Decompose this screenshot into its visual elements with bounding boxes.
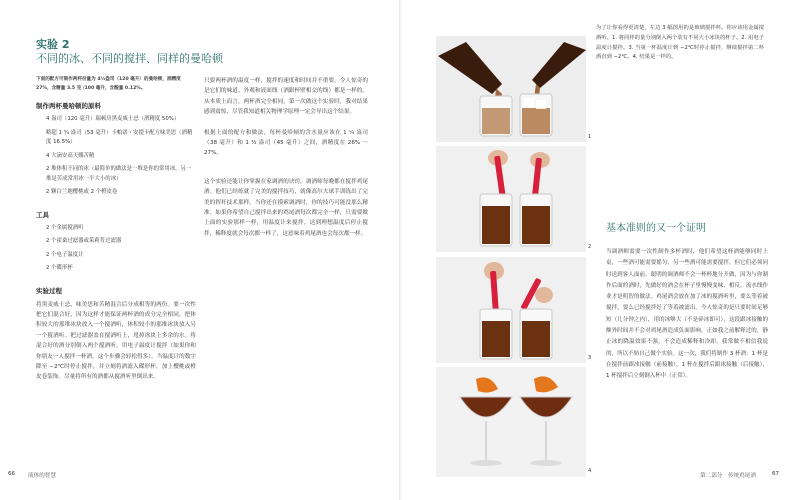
thermometer-illustration bbox=[436, 257, 586, 363]
results-paragraph: 只要两杯酒的温度一样，搅拌的速度和时间并不重要。令人惊奇的是它们的味道、外观和液面线（酒跟杯壁相交的线）都是一样的。从本质上而言，两杯酒完全相同。第一次做这个实验时，我对结果感到震惊，尽管我知道相关物理学原理一定会导出这个结果。 bbox=[204, 78, 368, 116]
photo-pouring bbox=[436, 36, 586, 142]
ingredient-item: 略超 1 ³⁄₄ 盎司（53 毫升）卡帕诺・安提卡配方味美思（酒精度 16.5%） bbox=[46, 129, 193, 145]
left-page-number: 66 bbox=[8, 471, 16, 477]
tool-item: 2 个霍桑过滤器或茱莉普过滤器 bbox=[46, 238, 122, 244]
photo-number: 2 bbox=[588, 244, 592, 250]
pouring-illustration bbox=[436, 36, 586, 142]
section-body: 当调酒师需要一次性制作多杯酒时，他们希望这杯酒能够同时上桌，一些酒可能需要摇匀，另一些酒可能需要搅拌，但它们必须同时送到客人面前。聪明的调酒师不会一杯杯地分开做，因为与你制作后面的酒时，先做好的酒会在杯子里慢慢变味、相反，流水线作业才是明智的做法。鸡尾酒会放在加了冰的搅酒听里，要么等着被搅拌，要么已经搅拌好了等着被滤出。今人惊奇的是只要时间足够短（几分钟之内），用的冰够大（不是碎冰即可），这段跟冰接触的额外时间并不会对鸡尾酒造成负面影响。正如我之前解释过的，静止冰的降温效果不强，不会造成稀释和冷却。我常做不相信我说的，所以不妨自己做个实验。这一次，我们将制作 3 杯酒：1 杯是在搅拌前跟冰接触（前接触），1 杯在搅拌后跟冰接触（后接触），1 杯搅拌后立刻倒入杯中（正常）。 bbox=[606, 249, 768, 380]
photo-number: 1 bbox=[588, 134, 592, 140]
photo-number: 4 bbox=[588, 468, 592, 474]
right-running-title: 第二部分 传统鸡尾酒 bbox=[700, 473, 756, 479]
coupe-illustration bbox=[436, 367, 586, 477]
ingredients-heading: 制作两杯曼哈顿的原料 bbox=[36, 102, 101, 110]
right-page bbox=[400, 0, 800, 500]
ingredient-item: 4 大滴安高天娜苦精 bbox=[46, 152, 95, 159]
photo-number: 3 bbox=[588, 355, 592, 361]
section-heading: 基本准则的又一个证明 bbox=[606, 223, 706, 234]
left-column-1 bbox=[36, 76, 196, 383]
tool-item: 2 个金属搅酒听 bbox=[46, 224, 84, 231]
tool-item: 2 个碟形杯 bbox=[46, 265, 73, 271]
stirring-illustration bbox=[436, 146, 586, 252]
tools-heading: 工具 bbox=[36, 210, 49, 219]
ingredients-list bbox=[36, 115, 196, 198]
experiment-label: 实验 2 bbox=[36, 38, 70, 51]
left-column-2 bbox=[204, 76, 368, 239]
tools-list bbox=[36, 224, 196, 274]
process-text: 将黑麦威士忌、味美思和苦精混合后分成相等的两份。要一次性把它们混合好，因为这样才能保证两杯酒的成分完全相同。把体积较大的那堆冰块放入一个搅酒听，体积较小的那堆冰块放入另一个搅酒听。把过滤器盖在搅酒听上，甩掉冰块上多余的水。将混合好的酒分别倒入两个搅酒听，用电子温度计搅拌（如果你和你朋友一人搅拌一杯酒，这个步骤会轻松得多）。当温度计的数字降至 −2℃时停止搅拌，并立刻将酒滤入碟形杯，加上樱桃或橙皮卷装饰。尽量将所有的酒都从搅酒听里倒出来。 bbox=[36, 301, 196, 381]
ingredient-item: 4 盎司（120 毫升）瑞顿房黑麦威士忌（酒精度 50%） bbox=[46, 116, 180, 122]
photo-caption: 为了让你看得更清楚，左边 3 幅图用的是玻璃搅拌杯。你应该用金属搅酒听。1. 将同样的量分别倒入两个装有不同大小冰块的杯子。2. 用电子温度计搅拌。3. 当第一杯温度计到 −2℃时停止搅拌，继续搅拌第二杯酒直到 −2℃。4. 结果是一样的。 bbox=[596, 25, 764, 61]
tool-item: 2 个电子温度计 bbox=[46, 251, 84, 258]
process-heading: 实验过程 bbox=[36, 286, 62, 295]
photo-stirring bbox=[436, 146, 586, 252]
photo-coupes bbox=[436, 367, 586, 477]
home-tip-paragraph: 这个实验还能让你掌握在家调酒的诀窍。调酒师每晚都在搅拌鸡尾酒。他们已经练就了完美的搅拌技巧，就像高尔夫球手训练出了完美的挥杆技术那样。当你还在摸索调酒时，你的技巧可能没那么精准。如果你希望自己搅拌出来的鸡尾酒每次都完全一样，只需要做上面的实验那样一样，用温度计来搅拌。达到理想温度后停止搅拌，稀释度就会每次都一样了，这意味着鸡尾酒也会每次都一样。 bbox=[204, 178, 368, 237]
right-page-number: 67 bbox=[772, 471, 780, 477]
recipe-intro: 下面的配方可制作两杯份量为 4½盎司（120 毫升）的曼哈顿，酒精度 27%，含糖量 3.5 克 /100 毫升，含酸量 0.12%。 bbox=[36, 77, 181, 91]
experiment-title: 不同的冰、不同的搅拌、同样的曼哈顿 bbox=[36, 52, 223, 65]
ingredient-item: 2 堆体积不同的冰（最简单的做法是一堆是你的常用冰，另一堆是苦成常用冰一半大小的冰） bbox=[46, 166, 192, 182]
dilution-paragraph: 根据上面的配方和做法，每杯曼哈顿的含水量应该在 1 ¹⁄₄ 盎司（38 毫升）和 1 ¹⁄₂ 盎司（45 毫升）之间，酒精度在 26% ～ 27%。 bbox=[204, 129, 368, 157]
photo-thermometers bbox=[436, 257, 586, 363]
ingredient-item: 2 颗白兰地樱桃或 2 个橙皮卷 bbox=[46, 189, 118, 195]
left-running-title: 液体的智慧 bbox=[28, 473, 56, 479]
